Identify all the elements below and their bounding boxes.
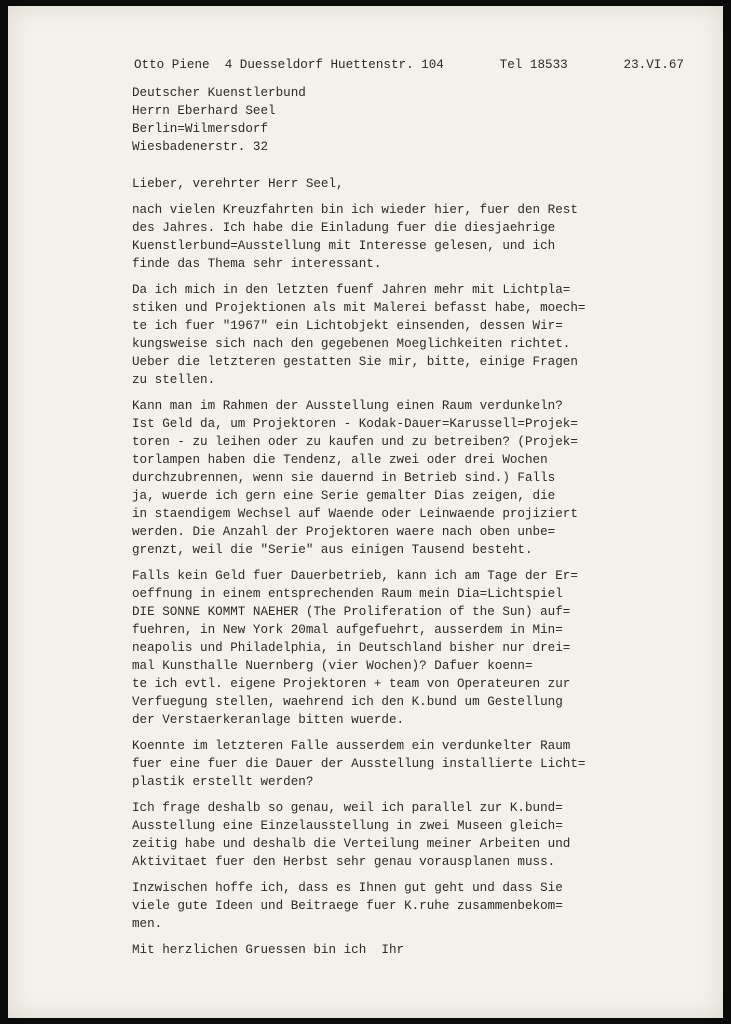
text-line: Ausstellung eine Einzelausstellung in zwei Museen gleich=	[132, 819, 563, 833]
text-line: Aktivitaet fuer den Herbst sehr genau vorausplanen muss.	[132, 855, 556, 869]
text-line: Ueber die letzteren gestatten Sie mir, bitte, einige Fragen	[132, 355, 578, 369]
text-line: durchzubrennen, wenn sie dauernd in Betrieb sind.) Falls	[132, 471, 556, 485]
text-line: toren - zu leihen oder zu kaufen und zu betreiben? (Projek=	[132, 435, 578, 449]
paragraph	[132, 737, 692, 791]
salutation: Lieber, verehrter Herr Seel,	[132, 177, 344, 191]
text-line: nach vielen Kreuzfahrten bin ich wieder hier, fuer den Rest	[132, 203, 578, 217]
text-line: men.	[132, 917, 163, 931]
text-line: ja, wuerde ich gern eine Serie gemalter Dias zeigen, die	[132, 489, 556, 503]
recipient-address	[132, 84, 306, 156]
text-line: finde das Thema sehr interessant.	[132, 257, 382, 271]
text-line: Kann man im Rahmen der Ausstellung einen Raum verdunkeln?	[132, 399, 563, 413]
text-line: plastik erstellt werden?	[132, 775, 314, 789]
closing-line: Mit herzlichen Gruessen bin ich Ihr	[132, 943, 405, 957]
text-line: oeffnung in einem entsprechenden Raum mein Dia=Lichtspiel	[132, 587, 563, 601]
address-line: Wiesbadenerstr. 32	[132, 140, 269, 154]
text-line: Da ich mich in den letzten fuenf Jahren mehr mit Lichtpla=	[132, 283, 571, 297]
text-line: Koennte im letzteren Falle ausserdem ein verdunkelter Raum	[132, 739, 571, 753]
text-line: Verfuegung stellen, waehrend ich den K.bund um Gestellung	[132, 695, 563, 709]
address-line: Herrn Eberhard Seel	[132, 104, 276, 118]
text-line: kungsweise sich nach den gegebenen Moeglichkeiten richtet.	[132, 337, 571, 351]
paragraph	[132, 567, 692, 729]
text-line: viele gute Ideen und Beitraege fuer K.ruhe zusammenbekom=	[132, 899, 563, 913]
text-line: des Jahres. Ich habe die Einladung fuer die diesjaehrige	[132, 221, 556, 235]
paragraph	[132, 397, 692, 559]
paragraph	[132, 879, 692, 933]
text-line: der Verstaerkeranlage bitten wuerde.	[132, 713, 405, 727]
text-line: te ich fuer "1967" ein Lichtobjekt einsenden, dessen Wir=	[132, 319, 563, 333]
paragraph-list	[132, 201, 692, 933]
text-line: neapolis und Philadelphia, in Deutschland bisher nur drei=	[132, 641, 571, 655]
text-line: in staendigem Wechsel auf Waende oder Leinwaende projiziert	[132, 507, 578, 521]
text-line: stiken und Projektionen als mit Malerei befasst habe, moech=	[132, 301, 586, 315]
text-line: fuer eine fuer die Dauer der Ausstellung installierte Licht=	[132, 757, 586, 771]
letterhead-line	[134, 56, 684, 74]
text-line: torlampen haben die Tendenz, alle zwei oder drei Wochen	[132, 453, 548, 467]
text-line: Kuenstlerbund=Ausstellung mit Interesse gelesen, und ich	[132, 239, 556, 253]
sender-address: Otto Piene 4 Duesseldorf Huettenstr. 104	[134, 58, 444, 72]
address-line: Deutscher Kuenstlerbund	[132, 86, 306, 100]
letter-date: 23.VI.67	[623, 58, 684, 72]
text-line: grenzt, weil die "Serie" aus einigen Tausend besteht.	[132, 543, 533, 557]
letter-sheet	[8, 6, 723, 1018]
text-line: Ist Geld da, um Projektoren - Kodak-Dauer=Karussell=Projek=	[132, 417, 578, 431]
text-line: DIE SONNE KOMMT NAEHER (The Proliferation of the Sun) auf=	[132, 605, 571, 619]
paragraph	[132, 799, 692, 871]
text-line: zu stellen.	[132, 373, 216, 387]
paragraph	[132, 201, 692, 273]
paragraph	[132, 281, 692, 389]
letter-body	[132, 175, 692, 959]
phone-number: Tel 18533	[499, 58, 568, 72]
text-line: te ich evtl. eigene Projektoren + team von Operateuren zur	[132, 677, 571, 691]
text-line: mal Kunsthalle Nuernberg (vier Wochen)? Dafuer koenn=	[132, 659, 533, 673]
text-line: werden. Die Anzahl der Projektoren waere nach oben unbe=	[132, 525, 556, 539]
text-line: zeitig habe und deshalb die Verteilung meiner Arbeiten und	[132, 837, 571, 851]
text-line: fuehren, in New York 20mal aufgefuehrt, ausserdem in Min=	[132, 623, 563, 637]
text-line: Inzwischen hoffe ich, dass es Ihnen gut geht und dass Sie	[132, 881, 563, 895]
text-line: Falls kein Geld fuer Dauerbetrieb, kann ich am Tage der Er=	[132, 569, 578, 583]
address-line: Berlin=Wilmersdorf	[132, 122, 269, 136]
text-line: Ich frage deshalb so genau, weil ich parallel zur K.bund=	[132, 801, 563, 815]
